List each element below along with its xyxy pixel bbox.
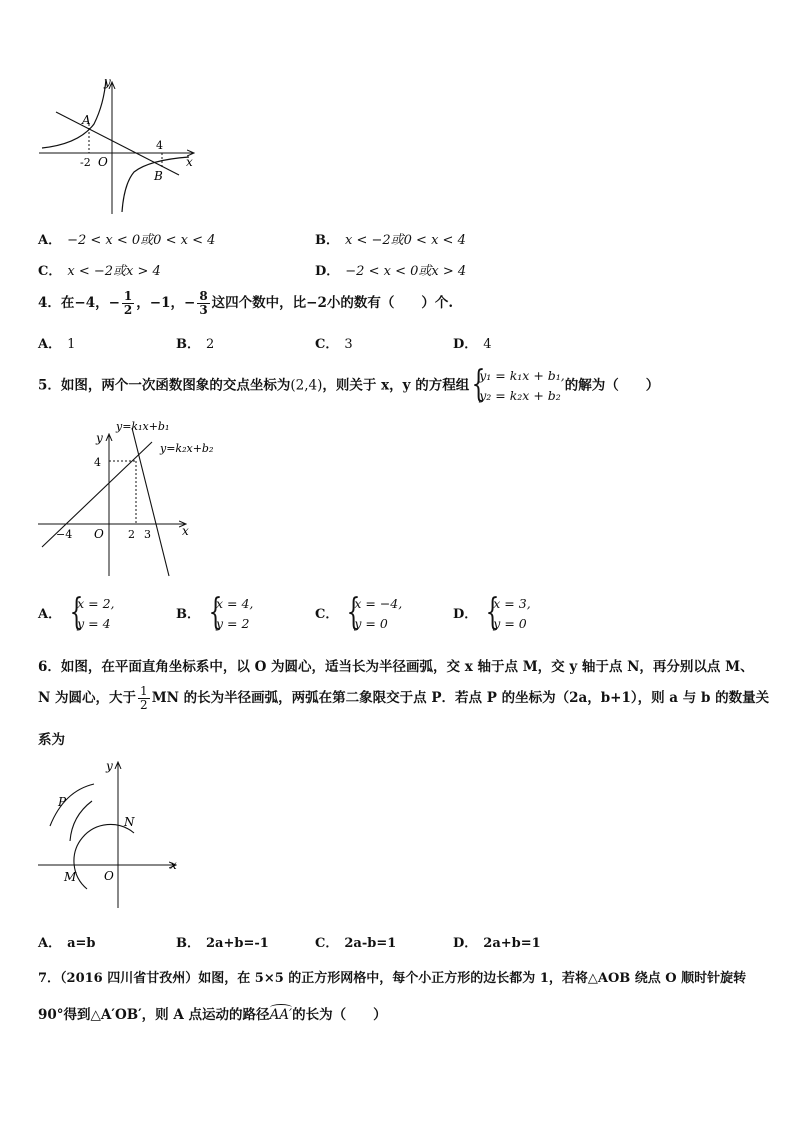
q3-option-d[interactable]: D． −2 < x < 0或x > 4 (315, 264, 467, 279)
q4-stem: 4．在−4，− $\frac{1}{2}$ ，−1，− $\frac{8}{3}$ 这四个数中，比−2小的数有（ ）个. (38, 289, 454, 317)
q3-neg2-label: -2 (80, 156, 91, 169)
q6-line1: 6．如图，在平面直角坐标系中，以 O 为圆心，适当长为半径画弧，交 x 轴于点 M，交 y 轴于点 N，再分别以点 M、 (38, 659, 754, 675)
q5-option-c[interactable]: C． { x = −4, y = 0 (315, 594, 402, 634)
q5-option-d[interactable]: D． { x = 3, y = 0 (453, 594, 531, 634)
q6-line2: N 为圆心，大于 $\frac{1}{2}$ MN 的长为半径画弧，两弧在第二象限交于点 P．若点 P 的坐标为（2a，b+1），则 a 与 b 的数量关 (38, 684, 770, 712)
q5-option-a[interactable]: A． { x = 2, y = 4 (38, 594, 115, 634)
q5-option-b[interactable]: B． { x = 4, y = 2 (176, 594, 253, 634)
q6-graph (34, 756, 194, 912)
q7-arc: AA′ (270, 1004, 293, 1023)
q3-graph (34, 74, 204, 216)
q5-neg4-label: −4 (56, 528, 73, 541)
q5-y-label: y (96, 431, 103, 445)
q6-option-c[interactable]: C． 2a-b=1 (315, 936, 397, 951)
q4-option-a[interactable]: A． 1 (38, 337, 76, 352)
q3-o-label: O (98, 155, 108, 169)
q3-option-a[interactable]: A． −2 < x < 0或0 < x < 4 (38, 233, 216, 248)
q3-y-label: y (104, 75, 111, 89)
q7-line2: 90°得到△A′OB′，则 A 点运动的路径 AA′的长为（ ） (38, 1003, 387, 1023)
q5-three-label: 3 (144, 528, 151, 541)
q5-graph (34, 416, 234, 582)
q6-option-b[interactable]: B． 2a+b=-1 (176, 936, 269, 951)
q3-option-c[interactable]: C． x < −2或x > 4 (38, 264, 161, 279)
q3-x-label: x (186, 155, 193, 169)
q6-n-label: N (124, 815, 135, 829)
q5-line2-label: y=k₂x+b₂ (160, 442, 214, 455)
q6-x-label: x (170, 858, 177, 872)
q4-option-c[interactable]: C． 3 (315, 337, 353, 352)
q6-option-a[interactable]: A． a=b (38, 936, 96, 951)
q7-line1: 7．（2016 四川省甘孜州）如图，在 5×5 的正方形网格中，每个小正方形的边长都为 1，若将△AOB 绕点 O 顺时针旋转 (38, 971, 747, 986)
q6-y-label: y (106, 759, 113, 773)
q5-four-label: 4 (94, 456, 101, 469)
q5-two-label: 2 (128, 528, 135, 541)
q3-four-label: 4 (156, 139, 163, 152)
q5-x-label: x (182, 524, 189, 538)
q3-a-label: A (82, 113, 91, 127)
q4-option-d[interactable]: D． 4 (453, 337, 492, 352)
q5-o-label: O (94, 527, 104, 541)
q5-stem: 5．如图，两个一次函数图象的交点坐标为(2,4)，则关于 x，y 的方程组 { y₁ = k₁x + b₁, y₂ = k₂x + b₂ 的解为（ ） (38, 366, 659, 406)
q6-p-label: P (58, 795, 67, 809)
q4-option-b[interactable]: B． 2 (176, 337, 215, 352)
q6-option-d[interactable]: D． 2a+b=1 (453, 936, 541, 951)
q6-o-label: O (104, 869, 114, 883)
q6-m-label: M (64, 870, 77, 884)
q3-option-b[interactable]: B． x < −2或0 < x < 4 (315, 233, 466, 248)
q5-line1-label: y=k₁x+b₁ (116, 420, 170, 433)
q6-line3: 系为 (38, 732, 65, 748)
q3-b-label: B (154, 169, 163, 183)
